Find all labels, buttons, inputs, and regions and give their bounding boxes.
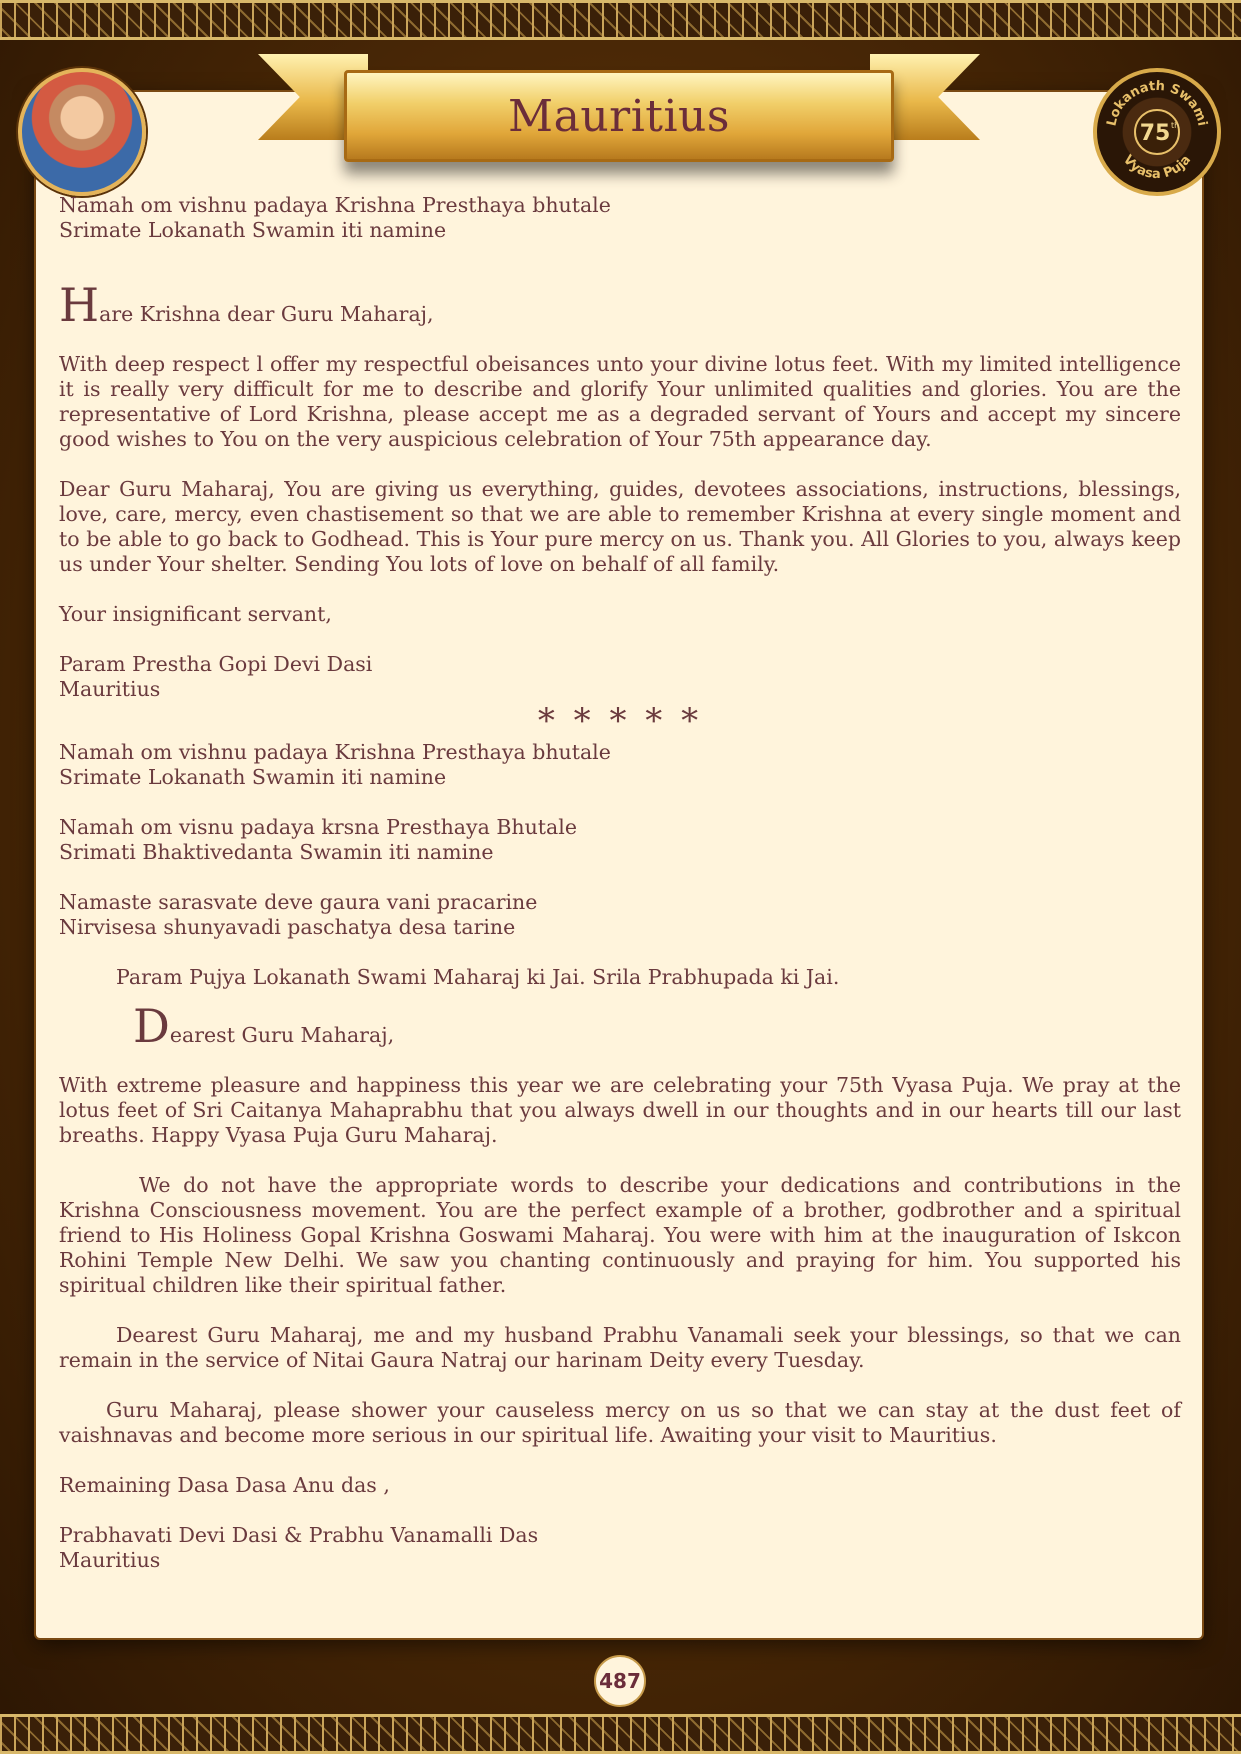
seal-emblem-icon: [1097, 72, 1217, 192]
page-title: Mauritius: [508, 90, 730, 142]
drop-cap: H: [59, 278, 100, 332]
pranam-line: Namah om visnu padaya krsna Presthaya Bhutale: [59, 815, 577, 839]
paragraph: Dear Guru Maharaj, You are giving us everything, guides, devotees associations, instructions, blessings, love, care, mercy, even chastisement so that we are able to remember Krishna at every single moment and to be able to go back to Godhead. This is Your pure mercy on us. Thank you. All Glories to you, always keep us under Your shelter. Sending You lots of love on behalf of all family.: [59, 477, 1181, 576]
greeting-line: [59, 999, 1181, 1053]
page-number: 487: [594, 1655, 646, 1707]
top-ornamental-border: [0, 0, 1241, 40]
title-ribbon: [258, 50, 980, 170]
jai-line: Param Pujya Lokanath Swami Maharaj ki Jai. Srila Prabhupada ki Jai.: [116, 965, 840, 989]
drop-cap: D: [133, 999, 170, 1053]
section-separator: * * * * *: [537, 701, 703, 741]
signature-place: Mauritius: [59, 677, 161, 701]
paragraph: We do not have the appropriate words to describe your dedications and contributions in the Krishna Consciousness movement. You are the perfect example of a brother, godbrother and a spiritual friend to His Holiness Gopal Krishna Goswami Maharaj. You were with him at the inauguration of Iskcon Rohini Temple New Delhi. We saw you chanting continuously and praying for him. You supported his spiritual children like their spiritual father.: [59, 1173, 1181, 1297]
paragraph: Guru Maharaj, please shower your causeless mercy on us so that we can stay at the dust feet of vaishnavas and become more serious in our spiritual life. Awaiting your visit to Mauritius.: [59, 1398, 1181, 1447]
greeting-line: [59, 278, 1181, 332]
bottom-ornamental-border: [0, 1714, 1241, 1754]
signature-place: Mauritius: [59, 1548, 161, 1572]
greeting-text: earest Guru Maharaj,: [169, 1023, 395, 1047]
seal-sup: th: [1171, 121, 1180, 130]
paragraph: With deep respect l offer my respectful obeisances unto your divine lotus feet. With my limited intelligence it is really very difficult for me to describe and glorify Your unlimited qualities and glories. You are the representative of Lord Krishna, please accept me as a degraded servant of Yours and accept my sincere good wishes to You on the very auspicious celebration of Your 75th appearance day.: [59, 352, 1181, 451]
svg-text:Vyasa Puja: [1120, 153, 1194, 183]
closing-line: Your insignificant servant,: [59, 602, 332, 626]
pranam-line: Namah om vishnu padaya Krishna Presthaya bhutale: [59, 193, 611, 217]
signature-name: Prabhavati Devi Dasi & Prabhu Vanamalli Das: [59, 1523, 539, 1547]
pranam-line: Srimate Lokanath Swamin iti namine: [59, 218, 447, 242]
pranam-line: Srimati Bhaktivedanta Swamin iti namine: [59, 840, 494, 864]
vyasa-puja-75-seal: [1093, 68, 1221, 196]
paragraph: Dearest Guru Maharaj, me and my husband Prabhu Vanamali seek your blessings, so that we can remain in the service of Nitai Gaura Natraj our harinam Deity every Tuesday.: [59, 1323, 1181, 1372]
paragraph: With extreme pleasure and happiness this year we are celebrating your 75th Vyasa Puja. We pray at the lotus feet of Sri Caitanya Mahaprabhu that you always dwell in our thoughts and in our hearts till our last breaths. Happy Vyasa Puja Guru Maharaj.: [59, 1073, 1181, 1147]
greeting-text: are Krishna dear Guru Maharaj,: [99, 302, 434, 326]
offerings-content: [59, 193, 1181, 1573]
ribbon-banner: [344, 70, 894, 162]
seal-text-top: Lokanath Swami: [1104, 78, 1210, 128]
guru-portrait-avatar: [18, 68, 146, 196]
seal-number: 75: [1139, 121, 1171, 146]
pranam-line: Nirvisesa shunyavadi paschatya desa tarine: [59, 915, 516, 939]
seal-text-bottom: Vyasa Puja: [1119, 152, 1195, 183]
pranam-line: Namaste sarasvate deve gaura vani pracarine: [59, 890, 538, 914]
closing-line: Remaining Dasa Dasa Anu das ,: [59, 1473, 390, 1497]
pranam-line: Namah om vishnu padaya Krishna Presthaya bhutale: [59, 740, 611, 764]
signature-name: Param Prestha Gopi Devi Dasi: [59, 652, 373, 676]
pranam-line: Srimate Lokanath Swamin iti namine: [59, 765, 447, 789]
